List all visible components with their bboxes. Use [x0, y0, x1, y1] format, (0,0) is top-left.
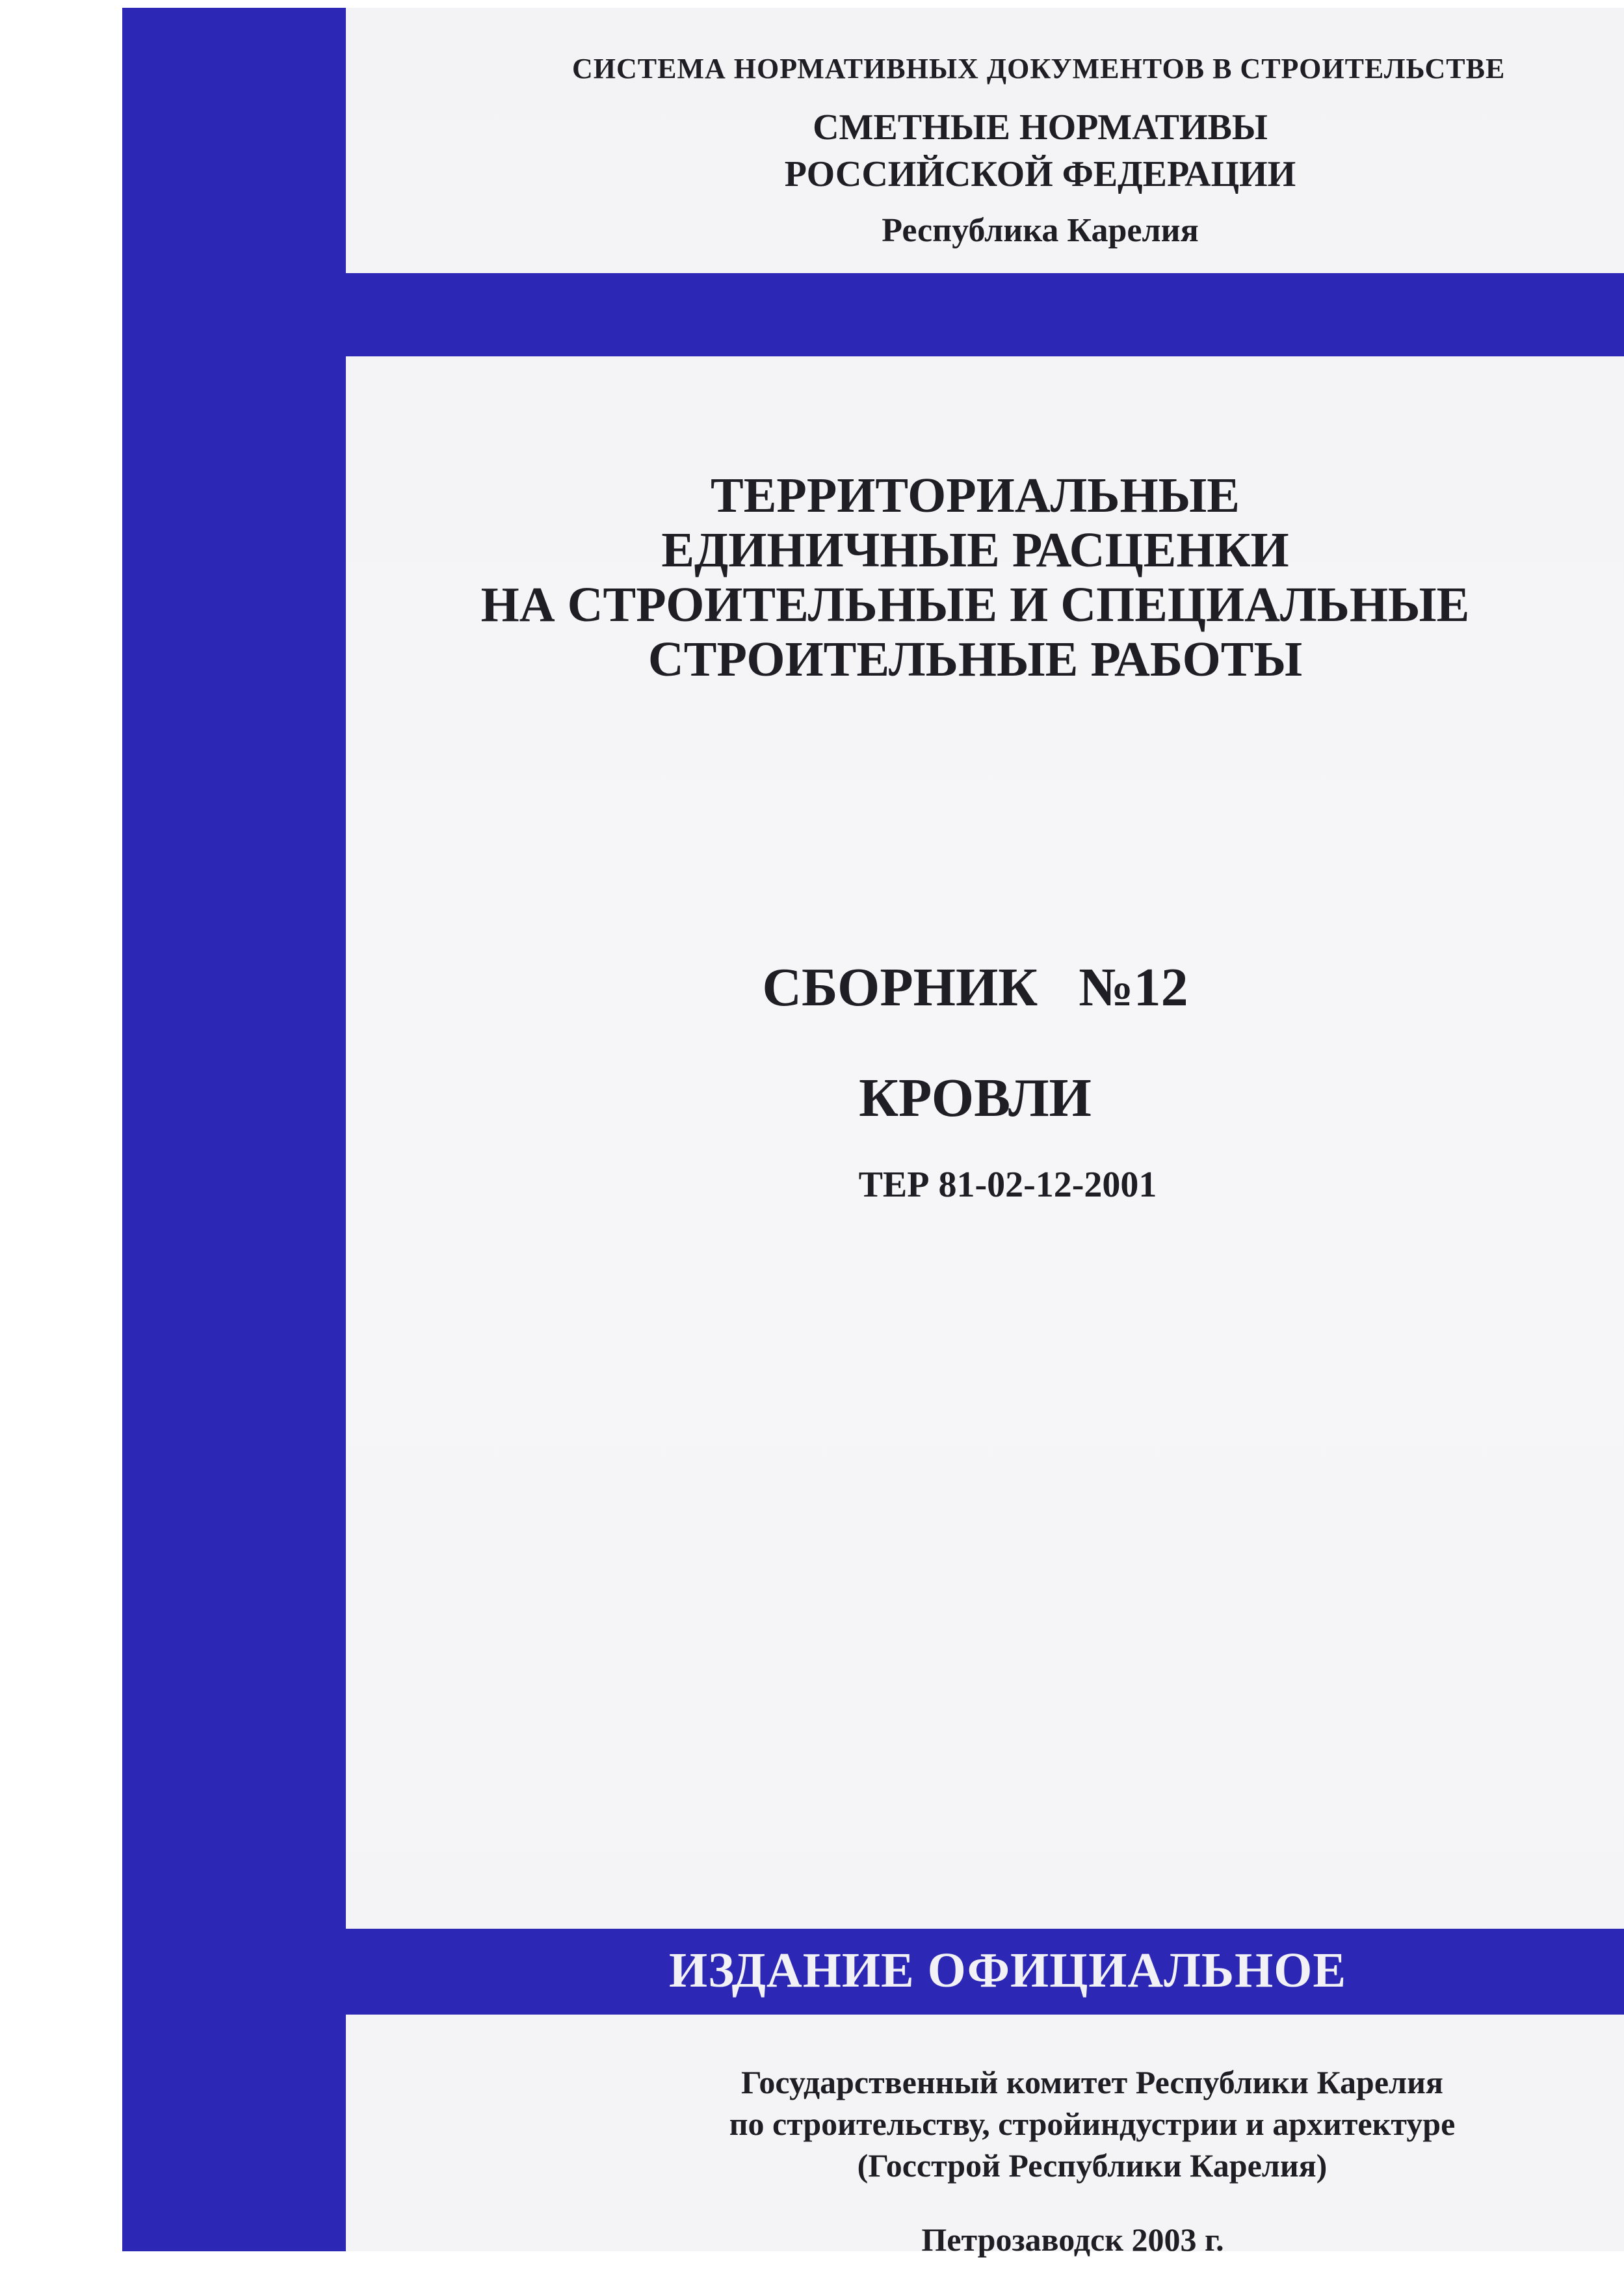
publisher-block — [572, 2061, 1612, 2186]
official-edition-label: ИЗДАНИЕ ОФИЦИАЛЬНОЕ — [668, 1943, 1347, 1998]
collection-subject: КРОВЛИ — [859, 1068, 1092, 1128]
title-line: ТЕРРИТОРИАЛЬНЫЕ — [711, 468, 1240, 523]
publisher-line: Государственный комитет Республики Карелия — [741, 2064, 1443, 2100]
collection-number: СБОРНИК №12 — [762, 957, 1188, 1018]
title-line: ЕДИНИЧНЫЕ РАСЦЕНКИ — [661, 523, 1289, 577]
document-code: ТЕР 81-02-12-2001 — [858, 1165, 1157, 1205]
title-line: СТРОИТЕЛЬНЫЕ РАБОТЫ — [648, 632, 1303, 687]
place-and-year: Петрозаводск 2003 г. — [921, 2221, 1224, 2258]
norms-heading — [585, 104, 1495, 198]
main-title — [455, 468, 1495, 687]
norms-line: СМЕТНЫЕ НОРМАТИВЫ — [813, 107, 1268, 148]
top-blue-band — [122, 273, 1624, 356]
region-name: Республика Карелия — [882, 212, 1199, 249]
series-title: СИСТЕМА НОРМАТИВНЫХ ДОКУМЕНТОВ В СТРОИТЕЛЬСТВЕ — [572, 53, 1506, 85]
norms-line: РОССИЙСКОЙ ФЕДЕРАЦИИ — [784, 154, 1296, 194]
title-line: НА СТРОИТЕЛЬНЫЕ И СПЕЦИАЛЬНЫЕ — [480, 577, 1470, 632]
publisher-line: по строительству, стройиндустрии и архитектуре — [729, 2106, 1456, 2142]
publisher-line: (Госстрой Республики Карелия) — [857, 2147, 1328, 2184]
